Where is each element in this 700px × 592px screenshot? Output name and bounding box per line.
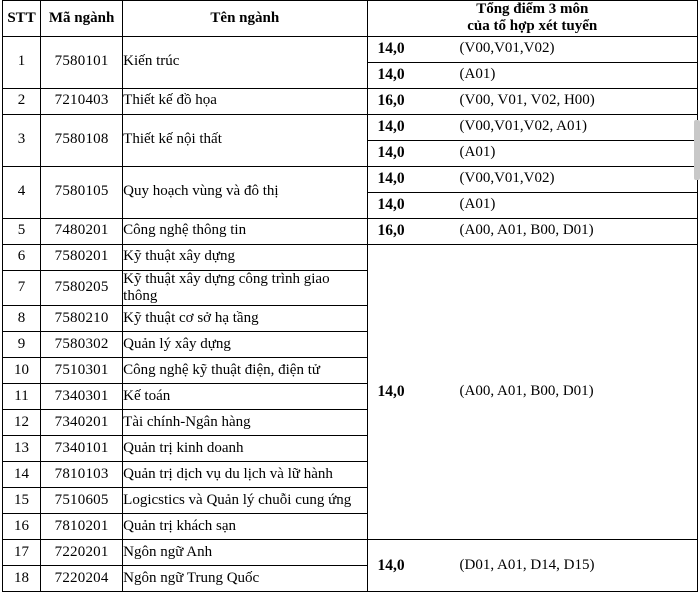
table-row: [3, 114, 698, 140]
combination-blocks: (V00,V01,V02): [459, 170, 555, 187]
combination-blocks: (A01): [459, 144, 496, 161]
admission-score-table: [2, 0, 698, 592]
cell-stt: 6: [3, 244, 41, 270]
table-header-row: [3, 1, 698, 37]
combination-score: 14,0: [377, 118, 405, 136]
cell-ma-nganh: 7340101: [41, 436, 123, 462]
header-tong-diem-line1: Tổng điểm 3 môn: [476, 1, 589, 17]
cell-ten-nganh: Ngôn ngữ Anh: [123, 540, 367, 566]
cell-ma-nganh: 7580105: [41, 166, 123, 218]
cell-stt: 12: [3, 410, 41, 436]
cell-combination: [367, 36, 698, 62]
cell-ten-nganh: Quản trị dịch vụ du lịch và lữ hành: [123, 462, 367, 488]
combination-score: 16,0: [377, 222, 405, 240]
cell-ten-nganh: Quản lý xây dựng: [123, 332, 367, 358]
combination-blocks: (V00,V01,V02): [459, 40, 555, 57]
cell-ten-nganh: Công nghệ kỹ thuật điện, điện tử: [123, 358, 367, 384]
cell-combination: [367, 62, 698, 88]
cell-stt: 8: [3, 306, 41, 332]
header-ma-nganh: Mã ngành: [41, 1, 123, 37]
cell-combination: [367, 166, 698, 192]
combination-score: 14,0: [377, 40, 405, 58]
combination-blocks: (V00,V01,V02, A01): [459, 118, 587, 135]
cell-ten-nganh: Quản trị khách sạn: [123, 514, 367, 540]
combination-score: 14,0: [377, 556, 405, 574]
cell-ma-nganh: 7580210: [41, 306, 123, 332]
cell-ma-nganh: 7220201: [41, 540, 123, 566]
combination-blocks: (A01): [459, 196, 496, 213]
cell-stt: 7: [3, 270, 41, 306]
cell-stt: 18: [3, 566, 41, 592]
header-stt: STT: [3, 1, 41, 37]
cell-stt: 11: [3, 384, 41, 410]
cell-stt: 17: [3, 540, 41, 566]
cell-ma-nganh: 7580101: [41, 36, 123, 88]
cell-ten-nganh: Logicstics và Quản lý chuỗi cung ứng: [123, 488, 367, 514]
cell-combination: [367, 140, 698, 166]
header-tong-diem-line2: của tổ hợp xét tuyển: [467, 18, 598, 35]
combination-blocks: (V00, V01, V02, H00): [459, 92, 595, 109]
cell-ma-nganh: 7210403: [41, 88, 123, 114]
cell-stt: 10: [3, 358, 41, 384]
cell-combination: [367, 114, 698, 140]
cell-ten-nganh: Kế toán: [123, 384, 367, 410]
combination-blocks: (D01, A01, D14, D15): [459, 556, 595, 573]
table-row: [3, 166, 698, 192]
cell-ten-nganh: Kỹ thuật cơ sở hạ tầng: [123, 306, 367, 332]
cell-combination-group: [367, 244, 698, 540]
cell-ten-nganh: Ngôn ngữ Trung Quốc: [123, 566, 367, 592]
combination-score: 14,0: [377, 196, 405, 214]
cell-ten-nganh: Kỹ thuật xây dựng: [123, 244, 367, 270]
table-row: [3, 88, 698, 114]
cell-combination-group: [367, 540, 698, 592]
cell-ma-nganh: 7580205: [41, 270, 123, 306]
header-ten-nganh: Tên ngành: [123, 1, 367, 37]
cell-stt: 5: [3, 218, 41, 244]
cell-combination: [367, 88, 698, 114]
table-row: [3, 540, 698, 566]
cell-ten-nganh: Công nghệ thông tin: [123, 218, 367, 244]
cell-ten-nganh: Quản trị kinh doanh: [123, 436, 367, 462]
cell-ma-nganh: 7510301: [41, 358, 123, 384]
cell-ma-nganh: 7480201: [41, 218, 123, 244]
cell-ma-nganh: 7810201: [41, 514, 123, 540]
cell-stt: 16: [3, 514, 41, 540]
cell-ten-nganh: Quy hoạch vùng và đô thị: [123, 166, 367, 218]
cell-stt: 13: [3, 436, 41, 462]
combination-blocks: (A00, A01, B00, D01): [459, 383, 594, 400]
cell-ma-nganh: 7220204: [41, 566, 123, 592]
header-tong-diem: [367, 1, 698, 37]
combination-blocks: (A01): [459, 66, 496, 83]
cell-ma-nganh: 7580108: [41, 114, 123, 166]
cell-ten-nganh: Kỹ thuật xây dựng công trình giao thông: [123, 270, 367, 306]
cell-stt: 2: [3, 88, 41, 114]
table-row: [3, 244, 698, 270]
combination-score: 14,0: [377, 382, 405, 400]
cell-combination: [367, 192, 698, 218]
cell-stt: 14: [3, 462, 41, 488]
combination-score: 14,0: [377, 170, 405, 188]
cell-ma-nganh: 7810103: [41, 462, 123, 488]
cell-ma-nganh: 7340201: [41, 410, 123, 436]
table-row: [3, 36, 698, 62]
cell-stt: 3: [3, 114, 41, 166]
cell-stt: 9: [3, 332, 41, 358]
combination-blocks: (A00, A01, B00, D01): [459, 222, 594, 239]
table-row: [3, 218, 698, 244]
cell-stt: 1: [3, 36, 41, 88]
cell-ten-nganh: Thiết kế đồ họa: [123, 88, 367, 114]
cell-ten-nganh: Thiết kế nội thất: [123, 114, 367, 166]
cell-stt: 15: [3, 488, 41, 514]
cell-ma-nganh: 7510605: [41, 488, 123, 514]
cell-ma-nganh: 7580201: [41, 244, 123, 270]
combination-score: 14,0: [377, 144, 405, 162]
cell-stt: 4: [3, 166, 41, 218]
scrollbar-thumb[interactable]: [694, 120, 700, 180]
cell-ma-nganh: 7580302: [41, 332, 123, 358]
cell-combination: [367, 218, 698, 244]
cell-ten-nganh: Kiến trúc: [123, 36, 367, 88]
combination-score: 16,0: [377, 92, 405, 110]
cell-ma-nganh: 7340301: [41, 384, 123, 410]
cell-ten-nganh: Tài chính-Ngân hàng: [123, 410, 367, 436]
combination-score: 14,0: [377, 66, 405, 84]
